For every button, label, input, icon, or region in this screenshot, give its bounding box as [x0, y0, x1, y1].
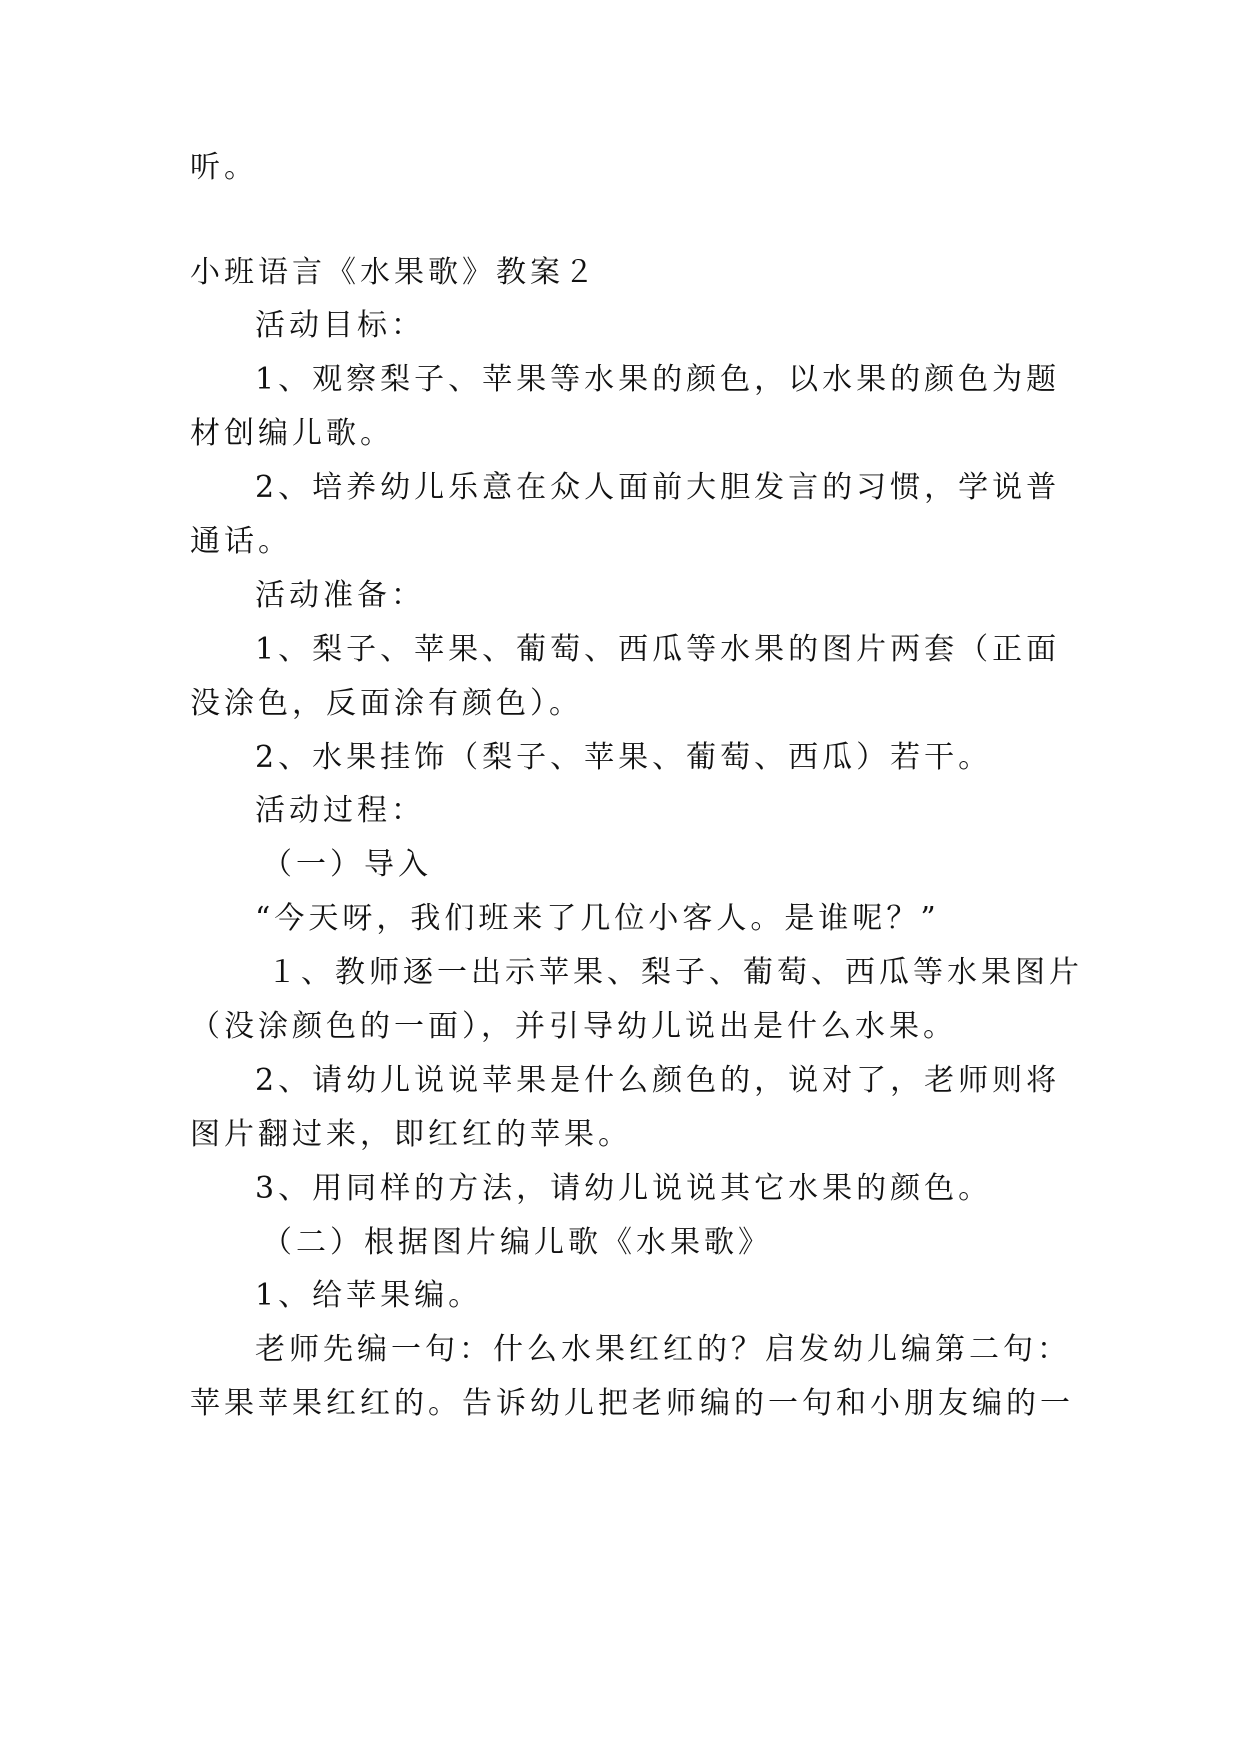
text-line: 1、给苹果编。 — [255, 1278, 483, 1313]
text-line: 3、用同样的方法，请幼儿说说其它水果的颜色。 — [255, 1171, 993, 1206]
subheading-introduction: （一）导入 — [262, 847, 432, 882]
text-line: １、教师逐一出示苹果、梨子、葡萄、西瓜等水果图片 — [267, 955, 1083, 990]
heading-activity-preparation: 活动准备： — [255, 578, 425, 613]
heading-activity-goals: 活动目标： — [255, 308, 425, 343]
heading-activity-process: 活动过程： — [255, 793, 425, 828]
text-line: “今天呀，我们班来了几位小客人。是谁呢？” — [255, 901, 940, 936]
text-line: 老师先编一句：什么水果红红的？启发幼儿编第二句： — [255, 1332, 1071, 1367]
text-line: 材创编儿歌。 — [190, 416, 394, 451]
text-line: 1、梨子、苹果、葡萄、西瓜等水果的图片两套（正面 — [255, 632, 1061, 667]
text-line: 2、培养幼儿乐意在众人面前大胆发言的习惯，学说普 — [255, 470, 1061, 505]
text-line: （没涂颜色的一面），并引导幼儿说出是什么水果。 — [190, 1009, 957, 1044]
text-line: 2、水果挂饰（梨子、苹果、葡萄、西瓜）若干。 — [255, 740, 993, 775]
section-title: 小班语言《水果歌》教案２ — [190, 255, 598, 290]
text-line: 2、请幼儿说说苹果是什么颜色的，说对了，老师则将 — [255, 1063, 1061, 1098]
text-line: 1、观察梨子、苹果等水果的颜色，以水果的颜色为题 — [255, 362, 1061, 397]
subheading-compose-song: （二）根据图片编儿歌《水果歌》 — [262, 1225, 772, 1260]
text-line: 通话。 — [190, 524, 292, 559]
text-line: 听。 — [190, 150, 258, 185]
text-line: 苹果苹果红红的。告诉幼儿把老师编的一句和小朋友编的一 — [190, 1386, 1074, 1421]
text-line: 没涂色，反面涂有颜色）。 — [190, 686, 583, 721]
text-line: 图片翻过来，即红红的苹果。 — [190, 1117, 632, 1152]
